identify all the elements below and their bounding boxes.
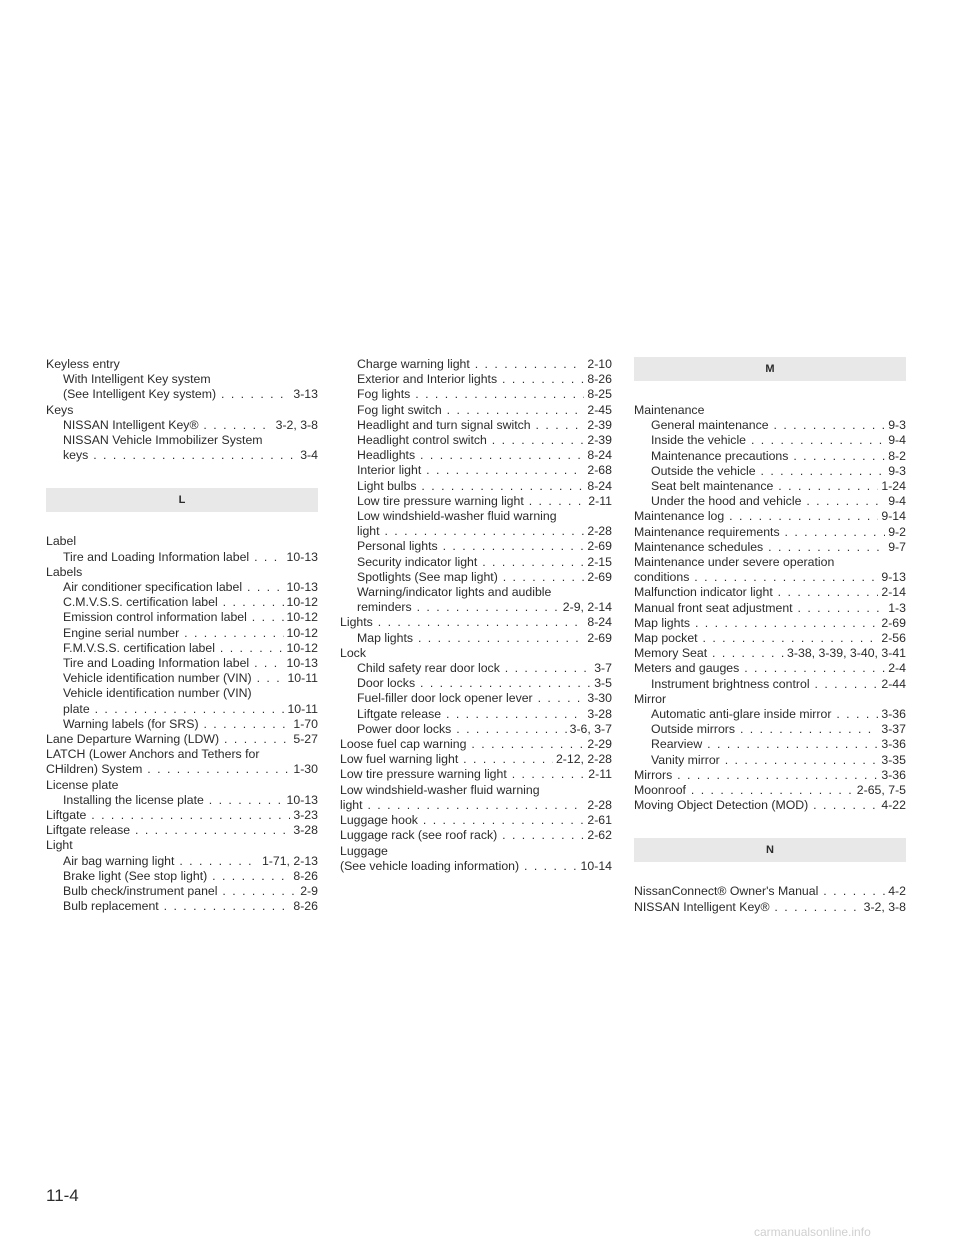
entry-page-ref: 8-25 [584,387,612,402]
entry-page-ref: 10-11 [284,671,318,686]
entry-page-ref: 8-2 [885,449,906,464]
entry-term: Seat belt maintenance . . . [651,479,906,493]
index-entry [634,479,906,494]
entry-term: C.M.V.S.S. certification label . . . [63,595,318,609]
index-entry [634,449,906,464]
entry-page-ref: 3-6, 3-7 [567,722,612,737]
entry-term: Tire and Loading Information label . . . [63,656,318,670]
entry-term: Exterior and Interior lights . . . [357,372,612,386]
entry-term: Low tire pressure warning light . . . [340,767,612,781]
entry-term: Label [46,534,77,549]
entry-page-ref: 9-2 [885,525,906,540]
index-entry [46,403,318,418]
entry-term: Light [46,838,73,853]
entry-term: conditions . . . [634,570,906,584]
entry-page-ref: 10-12 [284,610,318,625]
entry-page-ref: 10-11 [284,702,318,717]
entry-term: Tire and Loading Information label . . . [63,550,318,564]
entry-page-ref: 2-62 [584,828,612,843]
entry-page-ref: 3-36 [878,707,906,722]
index-entry [340,828,612,843]
index-entry [46,418,318,433]
entry-page-ref: 3-28 [584,707,612,722]
entry-page-ref: 8-24 [584,448,612,463]
entry-page-ref: 10-13 [284,580,318,595]
entry-term: Security indicator light . . . [357,555,612,569]
entry-page-ref: 10-13 [284,656,318,671]
entry-term: Warning/indicator lights and audible [357,585,552,600]
entry-term: With Intelligent Key system [63,372,211,387]
entry-term: Maintenance schedules . . . [634,540,906,554]
index-column-1 [46,357,318,915]
entry-term: Meters and gauges . . . [634,661,906,675]
entry-page-ref: 3-37 [878,722,906,737]
index-entry [634,722,906,737]
entry-term: NISSAN Intelligent Key® . . . [63,418,318,432]
index-entry [46,626,318,641]
entry-page-ref: 2-69 [584,570,612,585]
entry-term: Liftgate . . . [46,808,318,822]
entry-term: Manual front seat adjustment . . . [634,601,906,615]
index-entry [340,585,612,600]
entry-page-ref: 3-4 [297,448,318,463]
entry-page-ref: 10-12 [284,626,318,641]
entry-term: Outside the vehicle . . . [651,464,906,478]
entry-term: General maintenance . . . [651,418,906,432]
entry-page-ref: 2-39 [584,418,612,433]
entry-page-ref: 2-12, 2-28 [553,752,612,767]
index-entry [340,387,612,402]
entry-page-ref: 10-13 [284,550,318,565]
index-entry [634,692,906,707]
entry-term: Maintenance log . . . [634,509,906,523]
entry-term: Instrument brightness control . . . [651,677,906,691]
entry-page-ref: 9-3 [885,464,906,479]
index-entry [634,464,906,479]
entry-term: Vehicle identification number (VIN) [63,686,252,701]
entry-term: Personal lights . . . [357,539,612,553]
index-entry [46,580,318,595]
entry-page-ref: 1-3 [885,601,906,616]
index-entry [46,565,318,580]
entry-page-ref: 1-70 [290,717,318,732]
index-entry [340,691,612,706]
index-entry [340,539,612,554]
entry-term: Lock [340,645,366,660]
index-entry [46,357,318,372]
index-entry [46,762,318,777]
index-entry [634,884,906,899]
index-entry [46,838,318,853]
entry-page-ref: 2-69 [584,631,612,646]
entry-term: Vehicle identification number (VIN) . . . [63,671,318,685]
entry-term: reminders . . . [357,600,612,614]
entry-page-ref: 5-27 [290,732,318,747]
index-entry [634,631,906,646]
entry-term: Mirrors . . . [634,768,906,782]
entry-term: NISSAN Intelligent Key® . . . [634,900,906,914]
entry-page-ref: 2-61 [584,813,612,828]
entry-term: Child safety rear door lock . . . [357,661,612,675]
index-entry [340,783,612,798]
entry-page-ref: 2-15 [584,555,612,570]
index-entry [340,859,612,874]
index-entry [46,793,318,808]
index-entry [634,737,906,752]
entry-page-ref: 8-24 [584,615,612,630]
entry-term: Emission control information label . . . [63,610,318,624]
entry-page-ref: 2-69 [878,616,906,631]
index-entry [46,534,318,549]
entry-term: Air bag warning light . . . [63,854,318,868]
entry-page-ref: 3-2, 3-8 [273,418,318,433]
entry-page-ref: 2-69 [584,539,612,554]
entry-page-ref: 9-3 [885,418,906,433]
index-entry [340,798,612,813]
entry-page-ref: 2-29 [584,737,612,752]
entry-page-ref: 2-9 [297,884,318,899]
index-entry [340,433,612,448]
entry-page-ref: 2-65, 7-5 [854,783,906,798]
entry-term: Door locks . . . [357,676,612,690]
index-entry [46,869,318,884]
entry-page-ref: 2-9, 2-14 [560,600,612,615]
entry-term: Spotlights (See map light) . . . [357,570,612,584]
entry-page-ref: 2-28 [584,524,612,539]
entry-term: Low tire pressure warning light . . . [357,494,612,508]
entry-page-ref: 3-36 [878,737,906,752]
entry-term: Under the hood and vehicle . . . [651,494,906,508]
entry-page-ref: 2-68 [584,463,612,478]
entry-page-ref: 2-14 [878,585,906,600]
index-entry [340,844,612,859]
index-entry [46,747,318,762]
entry-term: light . . . [340,798,612,812]
entry-term: Light bulbs . . . [357,479,612,493]
entry-page-ref: 8-24 [584,479,612,494]
entry-term: Keyless entry [46,357,120,371]
entry-page-ref: 4-22 [878,798,906,813]
entry-term: light . . . [357,524,612,538]
index-entry [634,403,906,418]
index-entry [340,752,612,767]
entry-term: Maintenance [634,403,705,417]
entry-term: Bulb check/instrument panel . . . [63,884,318,898]
index-entry [46,656,318,671]
index-entry [46,717,318,732]
index-entry [340,570,612,585]
index-entry [340,813,612,828]
entry-page-ref: 3-23 [290,808,318,823]
index-entry [634,570,906,585]
index-entry [46,671,318,686]
entry-term: Labels [46,564,83,579]
entry-term: (See vehicle loading information) . . . [340,859,612,873]
index-column-2 [340,357,612,874]
entry-term: Liftgate release . . . [357,707,612,721]
entry-page-ref: 2-10 [584,357,612,372]
index-entry [340,463,612,478]
entry-term: Bulb replacement . . . [63,899,318,913]
entry-page-ref: 1-24 [878,479,906,494]
entry-page-ref: 3-36 [878,768,906,783]
index-entry [634,616,906,631]
entry-page-ref: 1-71, 2-13 [259,854,318,869]
index-entry [46,641,318,656]
entry-term: LATCH (Lower Anchors and Tethers for [46,747,260,762]
index-entry [340,676,612,691]
entry-term: Installing the license plate . . . [63,793,318,807]
entry-page-ref: 2-28 [584,798,612,813]
index-entry [634,525,906,540]
index-entry [340,418,612,433]
entry-term: Brake light (See stop light) . . . [63,869,318,883]
index-entry [634,753,906,768]
entry-page-ref: 2-56 [878,631,906,646]
entry-term: Low windshield-washer fluid warning [357,509,557,524]
index-entry [340,555,612,570]
entry-page-ref: 2-44 [878,677,906,692]
index-entry [340,646,612,661]
entry-page-ref: 3-30 [584,691,612,706]
index-entry [340,722,612,737]
index-entry [634,585,906,600]
entry-term: Malfunction indicator light . . . [634,585,906,599]
entry-term: Moonroof . . . [634,783,906,797]
entry-page-ref: 2-39 [584,433,612,448]
index-entry [340,509,612,524]
section-header: L [46,488,318,512]
entry-term: (See Intelligent Key system) . . . [63,387,318,401]
entry-term: Lane Departure Warning (LDW) . . . [46,732,318,746]
index-entry [46,433,318,448]
entry-term: Fog light switch . . . [357,403,612,417]
entry-page-ref: 2-11 [585,767,612,782]
entry-page-ref: 10-12 [284,641,318,656]
index-entry [340,767,612,782]
entry-page-ref: 8-26 [290,869,318,884]
index-entry [46,884,318,899]
entry-term: Low fuel warning light . . . [340,752,612,766]
entry-term: Moving Object Detection (MOD) . . . [634,798,906,812]
entry-term: Charge warning light . . . [357,357,612,371]
entry-term: Map lights . . . [357,631,612,645]
entry-term: NISSAN Vehicle Immobilizer System [63,433,263,448]
index-entry [634,494,906,509]
entry-term: Map lights . . . [634,616,906,630]
index-entry [634,707,906,722]
entry-page-ref: 9-4 [885,494,906,509]
index-entry [340,524,612,539]
index-entry [46,702,318,717]
entry-term: License plate [46,777,119,792]
entry-term: Fog lights . . . [357,387,612,401]
entry-term: Memory Seat . . . [634,646,906,660]
index-entry [340,403,612,418]
index-entry [46,732,318,747]
entry-page-ref: 9-7 [885,540,906,555]
entry-term: Loose fuel cap warning . . . [340,737,612,751]
index-entry [340,479,612,494]
index-entry [634,540,906,555]
entry-term: Warning labels (for SRS) . . . [63,717,318,731]
entry-term: NissanConnect® Owner's Manual . . . [634,884,906,898]
entry-term: Luggage [340,843,388,858]
page-number: 11-4 [46,1186,79,1205]
index-entry [634,798,906,813]
index-entry [340,357,612,372]
entry-page-ref: 9-14 [878,509,906,524]
entry-page-ref: 4-2 [885,884,906,899]
index-entry [46,372,318,387]
entry-term: Luggage hook . . . [340,813,612,827]
index-entry [634,783,906,798]
index-entry [634,661,906,676]
index-entry [46,823,318,838]
entry-term: F.M.V.S.S. certification label . . . [63,641,318,655]
entry-term: Automatic anti-glare inside mirror . . . [651,707,906,721]
watermark: carmanualsonline.info [754,1225,871,1239]
entry-page-ref: 3-35 [878,753,906,768]
entry-page-ref: 3-5 [591,676,612,691]
entry-page-ref: 10-14 [578,859,612,874]
entry-page-ref: 3-38, 3-39, 3-40, 3-41 [784,646,906,661]
index-entry [46,899,318,914]
index-entry [46,686,318,701]
entry-term: Headlight and turn signal switch . . . [357,418,612,432]
entry-page-ref: 2-11 [585,494,612,509]
entry-term: Maintenance precautions . . . [651,449,906,463]
index-entry [46,550,318,565]
entry-term: CHildren) System . . . [46,762,318,776]
index-entry [634,646,906,661]
index-entry [46,595,318,610]
index-entry [634,601,906,616]
index-entry [634,418,906,433]
entry-page-ref: 10-12 [284,595,318,610]
entry-term: plate . . . [63,702,318,716]
entry-term: Headlights . . . [357,448,612,462]
index-entry [340,661,612,676]
entry-term: Liftgate release . . . [46,823,318,837]
entry-page-ref: 8-26 [290,899,318,914]
entry-term: Maintenance under severe operation [634,555,835,570]
entry-term: Map pocket . . . [634,631,906,645]
entry-page-ref: 8-26 [584,372,612,387]
entry-term: Lights . . . [340,615,612,629]
index-entry [634,509,906,524]
entry-page-ref: 10-13 [284,793,318,808]
entry-term: Outside mirrors . . . [651,722,906,736]
section-header: M [634,357,906,381]
index-entry [46,448,318,463]
index-entry [340,615,612,630]
index-entry [634,677,906,692]
entry-page-ref: 3-7 [591,661,612,676]
entry-term: Vanity mirror . . . [651,753,906,767]
entry-page-ref: 9-13 [878,570,906,585]
index-entry [46,778,318,793]
entry-term: Low windshield-washer fluid warning [340,782,540,797]
index-entry [634,433,906,448]
entry-term: Keys [46,402,74,417]
entry-term: Headlight control switch . . . [357,433,612,447]
index-entry [340,494,612,509]
entry-page-ref: 3-13 [290,387,318,402]
entry-term: Mirror [634,691,667,706]
entry-page-ref: 3-28 [290,823,318,838]
index-entry [340,707,612,722]
entry-term: Luggage rack (see roof rack) . . . [340,828,612,842]
index-column-3 [634,357,906,915]
index-entry [46,387,318,402]
entry-page-ref: 3-2, 3-8 [861,900,906,915]
index-entry [46,610,318,625]
index-entry [340,631,612,646]
index-entry [46,854,318,869]
index-entry [634,768,906,783]
entry-term: keys . . . [63,448,318,462]
entry-term: Fuel-filler door lock opener lever . . . [357,691,612,705]
index-entry [46,808,318,823]
index-entry [634,900,906,915]
entry-term: Rearview . . . [651,737,906,751]
entry-page-ref: 1-30 [290,762,318,777]
entry-term: Power door locks . . . [357,722,612,736]
section-header: N [634,838,906,862]
index-entry [340,372,612,387]
entry-term: Engine serial number . . . [63,626,318,640]
entry-term: Air conditioner specification label . . . [63,580,318,594]
entry-page-ref: 2-45 [584,403,612,418]
entry-term: Interior light . . . [357,463,612,477]
entry-page-ref: 2-4 [885,661,906,676]
index-entry [340,600,612,615]
index-entry [340,448,612,463]
index-entry [340,737,612,752]
index-entry [634,555,906,570]
entry-page-ref: 9-4 [885,433,906,448]
entry-term: Maintenance requirements . . . [634,525,906,539]
entry-term: Inside the vehicle . . . [651,433,906,447]
